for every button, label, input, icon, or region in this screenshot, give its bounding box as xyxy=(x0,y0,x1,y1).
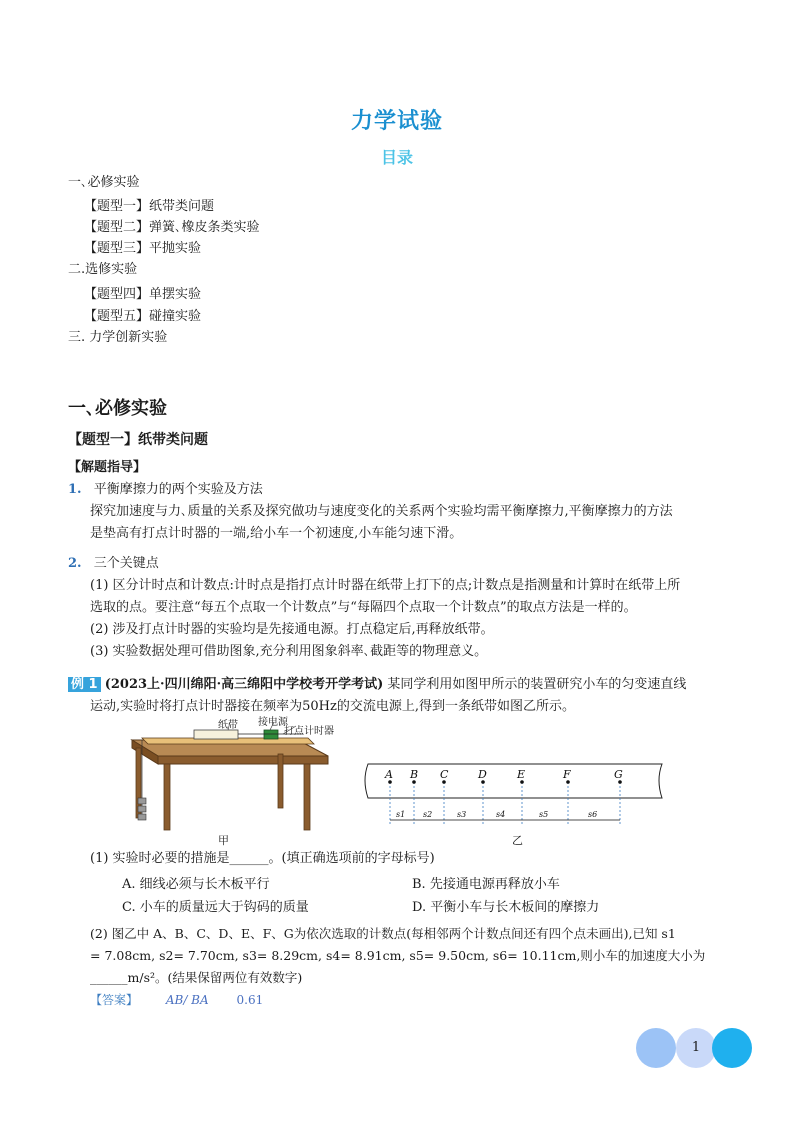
toc-item: 二.选修实验 xyxy=(68,262,138,277)
segment-label: s6 xyxy=(588,810,598,819)
figure-label-a: 甲 xyxy=(218,834,229,847)
toc-item: 【题型二】弹簧､橡皮条类实验 xyxy=(84,220,260,235)
page-circle-right xyxy=(712,1028,752,1068)
section-heading: 一､必修实验 xyxy=(68,398,167,419)
guide-label: 【解题指导】 xyxy=(68,460,147,475)
point-2-text: 选取的点。要注意“每五个点取一个计数点”与“每隔四个点取一个计数点”的取点方法是一样的。 xyxy=(90,600,637,615)
example-text: 某同学利用如图甲所示的装置研究小车的匀变速直线 xyxy=(387,677,687,692)
segment-label: s3 xyxy=(457,810,467,819)
page-circle-left xyxy=(636,1028,676,1068)
question-2-line: = 7.08cm, s2= 7.70cm, s3= 8.29cm, s4= 8.91cm, s5= 9.50cm, s6= 10.11cm,则小车的加速度大小为 xyxy=(90,948,706,963)
toc-item: 一､必修实验 xyxy=(68,175,140,190)
option-d: D. 平衡小车与长木板间的摩擦力 xyxy=(412,900,600,915)
apparatus-figure xyxy=(128,718,348,850)
page-number: 1 xyxy=(676,1028,716,1068)
point-2-title xyxy=(68,553,159,575)
answer-value: AB/ BA xyxy=(165,993,209,1007)
answer-label: 【答案】 xyxy=(90,993,139,1007)
table-edge xyxy=(158,756,328,764)
table-leg xyxy=(164,764,170,830)
point-number: 1. xyxy=(68,482,82,497)
segment-label: s4 xyxy=(496,810,506,819)
toc-item: 【题型三】平抛实验 xyxy=(84,241,202,256)
point-label: E xyxy=(517,768,526,781)
segment-label: s1 xyxy=(396,810,406,819)
question-2-line: (2) 图乙中 A、B、C、D、E、F、G为依次选取的计数点(每相邻两个计数点间还有四个点未画出),已知 s1 xyxy=(90,926,676,941)
toc-item: 【题型四】单摆实验 xyxy=(84,287,202,302)
answer-row xyxy=(90,989,263,1011)
point-1-title xyxy=(68,479,263,501)
point-2-text: (1) 区分计时点和计数点:计时点是指打点计时器在纸带上打下的点;计数点是指测量和计算时在纸带上所 xyxy=(90,578,681,593)
point-2-text: (2) 涉及打点计时器的实验均是先接通电源。打点稳定后,再释放纸带。 xyxy=(90,622,494,637)
point-title: 平衡摩擦力的两个实验及方法 xyxy=(93,482,263,497)
weight-icon xyxy=(138,814,146,820)
example-line-1 xyxy=(68,674,686,696)
tape-label: 纸带 xyxy=(218,720,238,731)
question-2-line: ______m/s²。(结果保留两位有效数字) xyxy=(90,970,303,985)
tape-figure xyxy=(356,760,666,832)
weight-icon xyxy=(138,798,146,804)
point-label: D xyxy=(478,768,487,781)
point-label: C xyxy=(440,768,449,781)
toc-item: 【题型一】纸带类问题 xyxy=(84,199,215,214)
option-a: A. 细线必须与长木板平行 xyxy=(122,877,270,892)
weight-icon xyxy=(138,806,146,812)
point-label: A xyxy=(385,768,393,781)
option-c: C. 小车的质量远大于钩码的质量 xyxy=(122,900,309,915)
example-line-2: 运动,实验时将打点计时器接在频率为50Hz的交流电源上,得到一条纸带如图乙所示。 xyxy=(90,699,575,714)
figure-label-b: 乙 xyxy=(512,834,523,847)
example-tag: 例 1 xyxy=(68,677,101,692)
point-label: F xyxy=(563,768,571,781)
point-2-text: (3) 实验数据处理可借助图象,充分利用图象斜率､截距等的物理意义。 xyxy=(90,644,488,659)
answer-value: 0.61 xyxy=(236,993,264,1007)
point-1-text: 探究加速度与力､质量的关系及探究做功与速度变化的关系两个实验均需平衡摩擦力,平衡摩擦力的方法 xyxy=(90,504,673,519)
point-label: G xyxy=(614,768,623,781)
segment-label: s5 xyxy=(539,810,549,819)
point-number: 2. xyxy=(68,556,82,571)
table-leg xyxy=(304,764,310,830)
example-source: (2023上·四川绵阳·高三绵阳中学校考开学考试) xyxy=(104,677,384,692)
toc-item: 【题型五】碰撞实验 xyxy=(84,309,202,324)
table-leg xyxy=(278,754,283,808)
option-b: B. 先接通电源再释放小车 xyxy=(412,877,560,892)
point-1-text: 是垫高有打点计时器的一端,给小车一个初速度,小车能匀速下滑。 xyxy=(90,526,463,541)
power-label: 接电源 xyxy=(258,717,288,728)
timer-icon xyxy=(264,730,278,739)
page-subtitle: 目录 xyxy=(380,148,413,167)
cart xyxy=(194,730,238,739)
toc-item: 三. 力学创新实验 xyxy=(68,330,168,345)
segment-label: s2 xyxy=(423,810,433,819)
point-label: B xyxy=(410,768,419,781)
page-title: 力学试验 xyxy=(350,109,443,134)
question-1: (1) 实验时必要的措施是______。(填正确选项前的字母标号) xyxy=(90,851,435,866)
point-title: 三个关键点 xyxy=(93,556,159,571)
timer-label: 打点计时器 xyxy=(284,726,334,737)
section-subheading: 【题型一】纸带类问题 xyxy=(68,432,208,448)
